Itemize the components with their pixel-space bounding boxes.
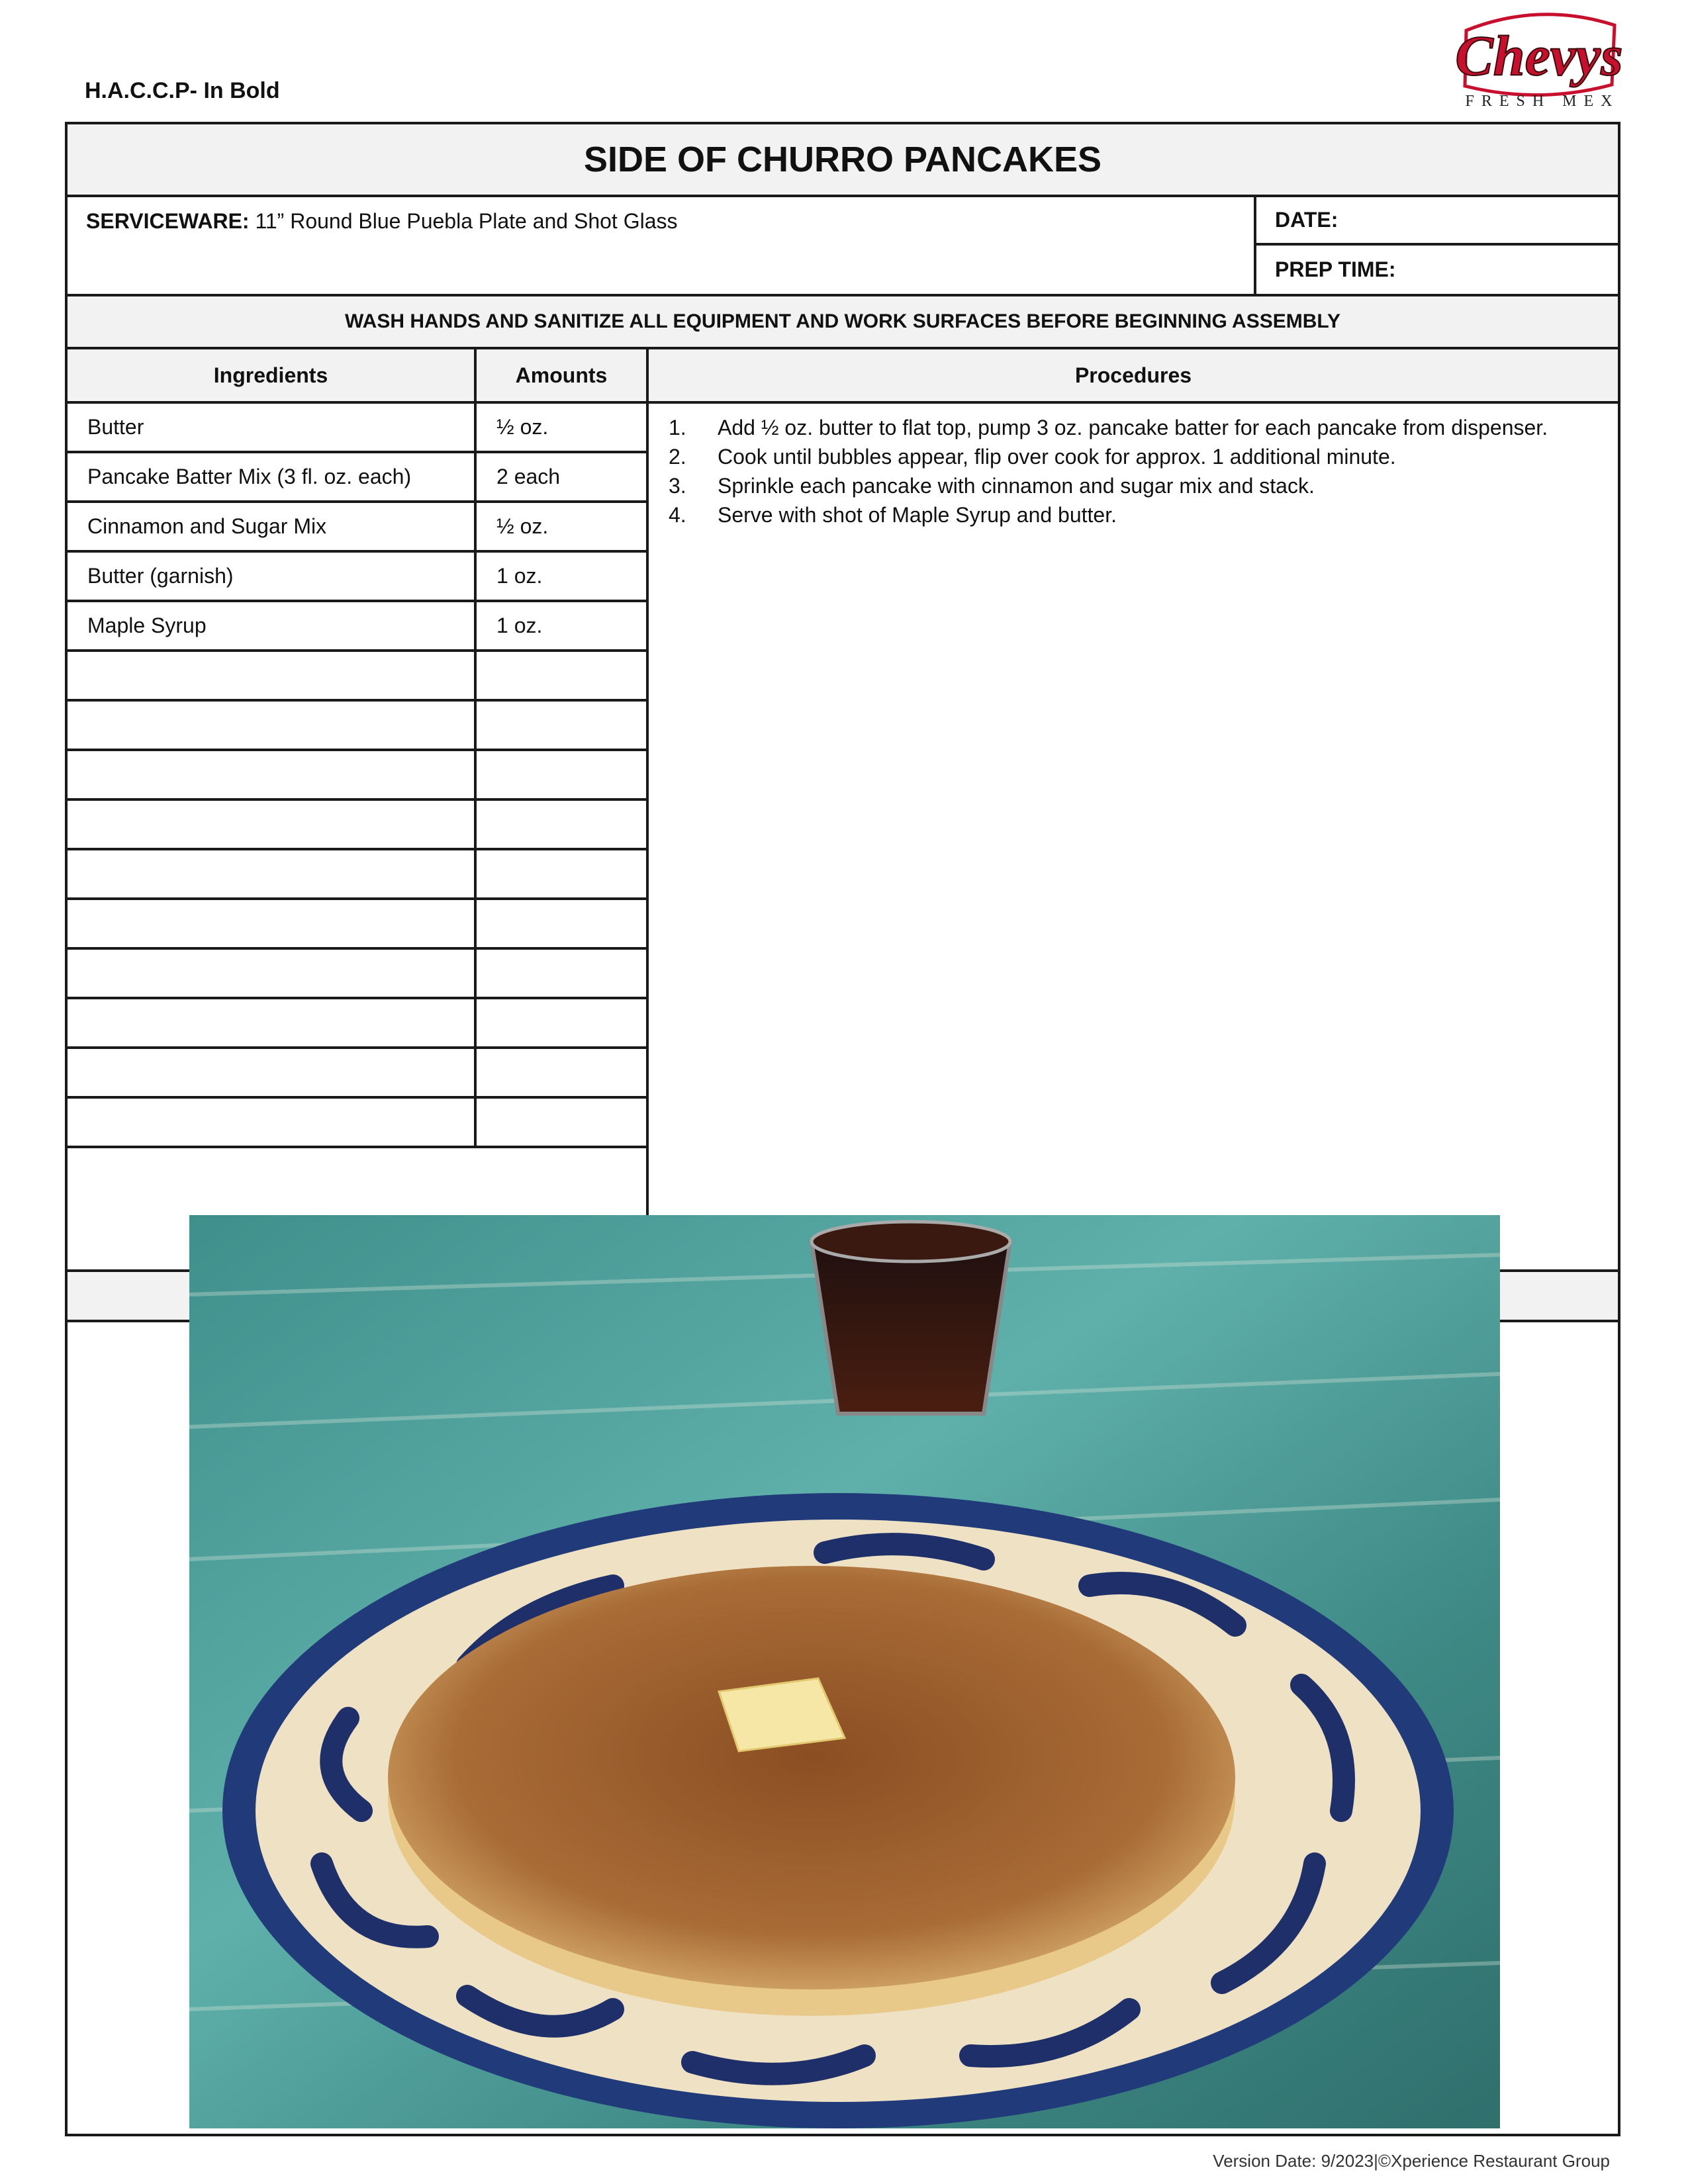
procedure-text: Serve with shot of Maple Syrup and butter. [718,503,1117,527]
ingredient-row [68,751,646,801]
footer-version: Version Date: 9/2023|©Xperience Restaurant Group [1213,2151,1610,2171]
ingredient-name [68,999,477,1046]
procedure-text: Sprinkle each pancake with cinnamon and sugar mix and stack. [718,474,1315,498]
recipe-title: SIDE OF CHURRO PANCAKES [68,124,1618,197]
ingredient-row [68,453,646,503]
haccp-note: H.A.C.C.P- In Bold [85,78,280,103]
ingredient-amount [477,1099,646,1146]
ingredient-name: Butter [68,404,477,451]
procedure-step [649,471,1591,500]
prep-time-field[interactable] [1256,246,1618,294]
prep-time-label: PREP TIME: [1275,257,1396,281]
serviceware-row [68,197,1618,296]
wash-notice: WASH HANDS AND SANITIZE ALL EQUIPMENT AND WORK SURFACES BEFORE BEGINNING ASSEMBLY [68,296,1618,349]
ingredient-row [68,602,646,652]
procedures-cell [649,404,1618,1269]
recipe-card [65,122,1620,2136]
procedure-step [649,413,1591,442]
serviceware-cell [68,197,1256,294]
ingredient-name [68,801,477,848]
ingredient-amount: 2 each [496,465,561,488]
pancake-photo [189,1215,1500,2128]
procedures-header: Procedures [1074,363,1192,387]
ingredient-amount: 1 oz. [496,564,543,588]
table-body [68,404,1618,1272]
logo-subtitle: FRESH MEX [1465,93,1620,110]
table-header [68,349,1618,404]
amounts-header: Amounts [477,349,649,401]
ingredient-amount [477,751,646,798]
ingredient-name: Butter (garnish) [68,553,477,600]
ingredient-row [68,702,646,751]
ingredient-amount: ½ oz. [496,415,549,439]
ingredient-amount [477,801,646,848]
procedure-text: Cook until bubbles appear, flip over cook for approx. 1 additional minute. [718,445,1396,469]
procedure-number: 4. [669,503,686,527]
ingredient-amount [477,1049,646,1096]
ingredient-name [68,652,477,699]
procedure-text: Add ½ oz. butter to flat top, pump 3 oz. pancake batter for each pancake from dispenser. [718,416,1548,439]
ingredient-amount: ½ oz. [496,514,549,538]
ingredient-row [68,553,646,602]
ingredients-column [68,404,649,1269]
procedure-number: 1. [669,416,686,439]
ingredient-name: Cinnamon and Sugar Mix [68,503,477,550]
procedure-step [649,500,1591,529]
ingredient-name [68,900,477,947]
ingredient-amount [477,652,646,699]
ingredient-row [68,999,646,1049]
ingredient-row [68,652,646,702]
serviceware-label: SERVICEWARE: [86,209,250,233]
procedure-number: 2. [669,445,686,469]
ingredient-name [68,950,477,997]
ingredient-name [68,850,477,897]
ingredient-row [68,801,646,850]
ingredient-row [68,1049,646,1099]
ingredient-amount [477,900,646,947]
ingredient-name: Maple Syrup [68,602,477,649]
ingredient-row [68,850,646,900]
ingredient-name [68,1049,477,1096]
ingredient-row [68,900,646,950]
date-field[interactable] [1256,197,1618,246]
ingredient-amount [477,999,646,1046]
ingredient-row [68,950,646,999]
ingredient-amount [477,702,646,749]
procedures-list [649,413,1591,529]
ingredients-header: Ingredients [68,349,477,401]
date-label: DATE: [1275,208,1338,232]
ingredient-name [68,702,477,749]
ingredient-amount [477,950,646,997]
procedure-number: 3. [669,474,686,498]
ingredient-row [68,1099,646,1148]
ingredient-amount: 1 oz. [496,614,543,637]
meta-cells [1256,197,1618,294]
ingredient-row [68,404,646,453]
ingredient-name: Pancake Batter Mix (3 fl. oz. each) [68,453,477,500]
serviceware-value: 11” Round Blue Puebla Plate and Shot Glass [255,209,678,233]
ingredient-amount [477,850,646,897]
logo-wordmark: Chevys [1455,24,1623,87]
ingredient-row [68,503,646,553]
procedure-step [649,442,1591,471]
ingredient-name [68,751,477,798]
ingredient-name [68,1099,477,1146]
